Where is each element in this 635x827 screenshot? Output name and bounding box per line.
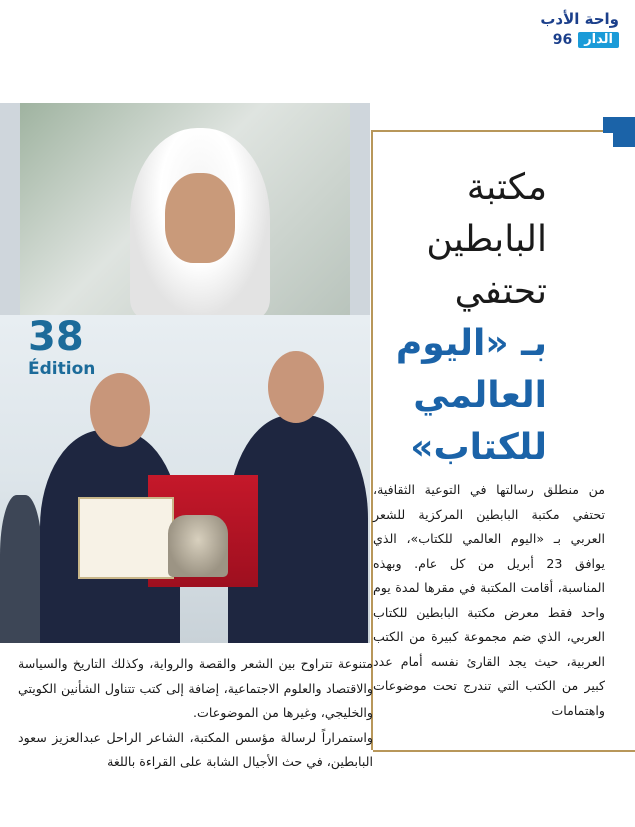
page-number: 96	[552, 32, 573, 48]
headline-line-4: بـ «اليوم	[395, 323, 547, 364]
body-paragraph-3: واستمراراً لرسالة مؤسس المكتبة، الشاعر الراحل عبدالعزيز سعود البابطين، في حث الأجيال الشابة على القراءة باللغة	[18, 729, 373, 769]
trophy	[168, 515, 228, 577]
article-body-column	[373, 478, 605, 723]
background-person	[0, 495, 42, 643]
article-headline	[297, 162, 547, 474]
man-left-head	[90, 373, 150, 447]
section-title: واحة الأدب	[540, 10, 619, 28]
corner-accent	[613, 117, 635, 147]
headline-line-5: العالمي	[413, 375, 547, 416]
headline-line-6: للكتاب»	[410, 427, 547, 468]
body-paragraph-2: متنوعة تتراوح بين الشعر والقصة والرواية، وكذلك التاريخ والسياسة والاقتصاد والعلوم الاجتماعية، إضافة إلى كتب تتناول الشأنين الكويتي والخليجي، وغيرها من الموضوعات.	[18, 656, 373, 720]
edition-banner	[28, 317, 95, 378]
brand-row	[553, 32, 619, 48]
frame-bottom-rule	[373, 750, 635, 752]
article-body-bottom	[18, 652, 373, 775]
certificate	[78, 497, 174, 579]
edition-number: 38	[28, 315, 84, 360]
headline-line-1: مكتبة	[466, 167, 547, 208]
headline-line-2: البابطين	[426, 219, 547, 260]
edition-word: Édition	[28, 359, 96, 379]
headline-line-3: تحتفي	[454, 271, 547, 312]
portrait-face	[165, 173, 235, 263]
frame-top-rule	[373, 130, 635, 132]
magazine-logo: الدار	[578, 32, 619, 48]
body-paragraph-1: من منطلق رسالتها في التوعية الثقافية، تحتفي مكتبة البابطين المركزية للشعر العربي بـ «اليوم العالمي للكتاب»، الذي يوافق 23 أبريل من كل عام. وبهذه المناسبة، أقامت المكتبة في مقرها لمدة يوم واحد فقط معرض مكتبة البابطين للكتاب العربي، الذي ضم مجموعة كبيرة من الكتب العربية، حيث يجد القارئ نفسه أمام عدد كبير من الكتب التي تندرج تحت موضوعات واهتمامات	[373, 482, 605, 718]
